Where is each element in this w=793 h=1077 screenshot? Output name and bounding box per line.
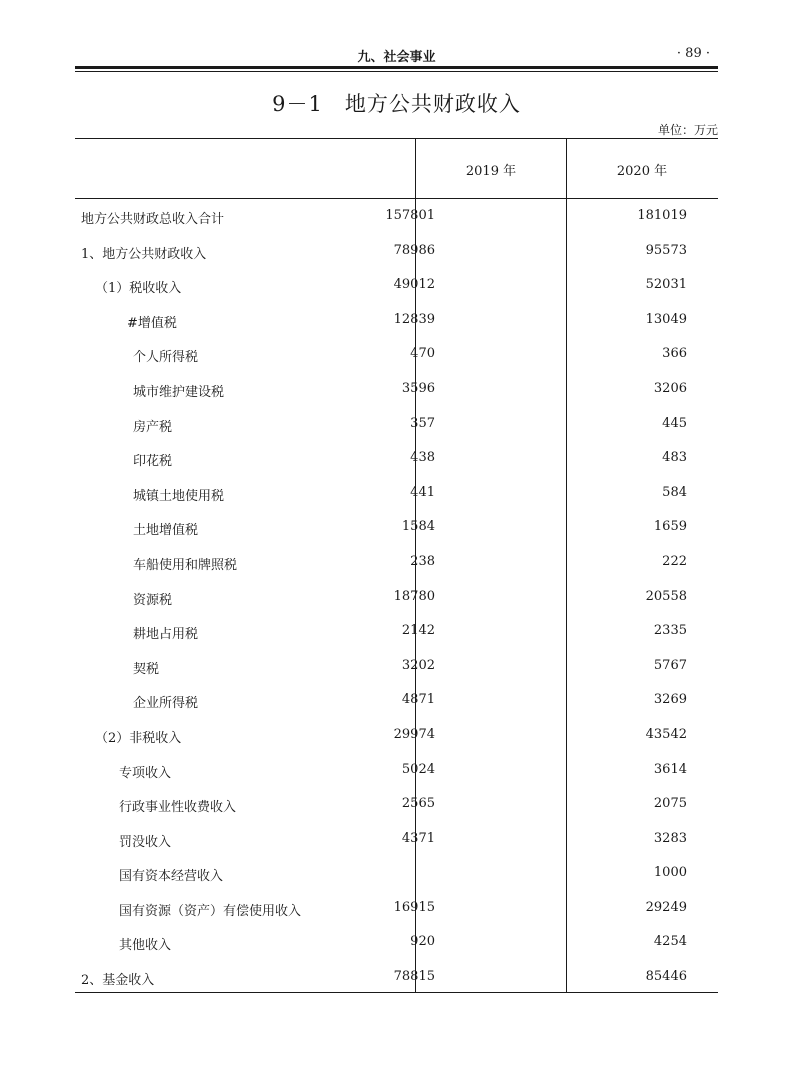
value-2020: 20558	[645, 588, 687, 604]
table-row	[75, 475, 718, 510]
value-2020: 483	[662, 450, 687, 466]
table-row	[75, 648, 718, 683]
value-2019: 4871	[401, 692, 435, 708]
value-2019: 470	[410, 346, 435, 362]
value-2020: 3614	[653, 761, 687, 777]
value-2019: 2565	[401, 796, 435, 812]
section-name: 九、社会事业	[357, 50, 436, 65]
value-2019: 1584	[401, 519, 435, 535]
header-rule-thick	[75, 66, 718, 69]
header-rule-thin	[75, 71, 718, 72]
value-2019: 16915	[393, 899, 435, 915]
row-label: #增值税	[127, 315, 177, 331]
table-body	[75, 198, 718, 994]
row-label: 其他收入	[119, 938, 172, 954]
row-label: 房产税	[133, 419, 173, 435]
value-2020: 4254	[653, 934, 687, 950]
row-label: 耕地占用税	[133, 627, 199, 643]
row-label: 企业所得税	[133, 696, 199, 712]
table-row	[75, 752, 718, 787]
table-row	[75, 440, 718, 475]
value-2019: 2142	[401, 623, 435, 639]
table-row	[75, 579, 718, 614]
value-2020: 5767	[653, 657, 687, 673]
running-head	[75, 44, 718, 64]
table-row	[75, 198, 718, 233]
table-title-text: 地方公共财政收入	[344, 92, 521, 116]
row-label: 车船使用和牌照税	[133, 557, 238, 573]
value-2019: 4371	[401, 830, 435, 846]
value-2019: 3596	[401, 380, 435, 396]
row-label: 契税	[133, 661, 160, 677]
value-2020: 3269	[653, 692, 687, 708]
page-number: · 89 ·	[676, 46, 710, 61]
table-number: 9－1	[272, 92, 323, 116]
table-row	[75, 959, 718, 994]
row-label: 城市维护建设税	[133, 384, 225, 400]
value-2019: 438	[410, 450, 435, 466]
value-2020: 366	[662, 346, 687, 362]
table-row	[75, 302, 718, 337]
value-2020: 1659	[653, 519, 687, 535]
row-label: 个人所得税	[133, 350, 199, 366]
table-row	[75, 890, 718, 925]
table-top-rule	[75, 138, 718, 139]
table-row	[75, 544, 718, 579]
table-row	[75, 267, 718, 302]
table-row	[75, 406, 718, 441]
row-label: 2、基金收入	[81, 973, 155, 989]
row-label: 国有资本经营收入	[119, 869, 224, 885]
table-row	[75, 613, 718, 648]
value-2019: 12839	[393, 311, 435, 327]
value-2019: 920	[410, 934, 435, 950]
row-label: 行政事业性收费收入	[119, 800, 237, 816]
table-row	[75, 682, 718, 717]
row-label: 印花税	[133, 454, 173, 470]
value-2020: 13049	[645, 311, 687, 327]
table-row	[75, 509, 718, 544]
value-2019: 441	[410, 484, 435, 500]
value-2020: 1000	[653, 865, 687, 881]
row-label: （2）非税收入	[95, 730, 182, 746]
value-2019: 18780	[393, 588, 435, 604]
table-row	[75, 371, 718, 406]
table-row	[75, 821, 718, 856]
table-row	[75, 855, 718, 890]
row-label: （1）税收收入	[95, 281, 182, 297]
value-2019: 238	[410, 553, 435, 569]
table-row	[75, 924, 718, 959]
row-label: 土地增值税	[133, 523, 199, 539]
value-2020: 95573	[645, 242, 687, 258]
column-header-2019: 2019 年	[465, 164, 517, 179]
value-2020: 2075	[653, 796, 687, 812]
value-2019: 78815	[393, 969, 435, 985]
row-label: 地方公共财政总收入合计	[81, 212, 225, 227]
column-header-2020: 2020 年	[616, 164, 668, 179]
value-2020: 2335	[653, 623, 687, 639]
table-row	[75, 717, 718, 752]
row-label: 专项收入	[119, 765, 172, 781]
value-2019: 357	[410, 415, 435, 431]
value-2020: 584	[662, 484, 687, 500]
value-2020: 222	[662, 553, 687, 569]
row-label: 资源税	[133, 592, 173, 608]
table-row	[75, 336, 718, 371]
value-2020: 43542	[645, 726, 687, 742]
table-title	[75, 88, 718, 118]
value-2019: 29974	[393, 726, 435, 742]
value-2019: 78986	[393, 242, 435, 258]
value-2019: 157801	[385, 208, 435, 223]
unit-label: 单位：万元	[657, 123, 718, 137]
value-2020: 181019	[637, 208, 687, 223]
value-2019: 3202	[401, 657, 435, 673]
table-row	[75, 233, 718, 268]
table-row	[75, 786, 718, 821]
value-2020: 3206	[653, 380, 687, 396]
row-label: 罚没收入	[119, 834, 172, 850]
row-label: 城镇土地使用税	[133, 488, 225, 504]
value-2019: 49012	[393, 277, 435, 293]
value-2020: 445	[662, 415, 687, 431]
value-2020: 85446	[645, 969, 687, 985]
value-2019: 5024	[401, 761, 435, 777]
value-2020: 3283	[653, 830, 687, 846]
row-label: 国有资源（资产）有偿使用收入	[119, 903, 302, 919]
row-label: 1、地方公共财政收入	[81, 246, 207, 262]
value-2020: 29249	[645, 899, 687, 915]
value-2020: 52031	[645, 277, 687, 293]
